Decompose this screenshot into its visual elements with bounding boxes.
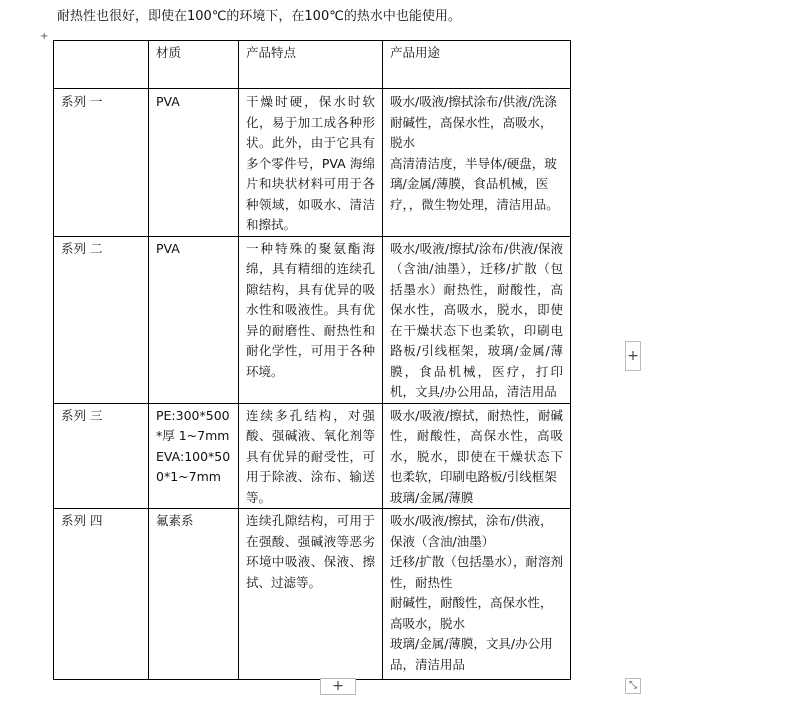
header-cell-material[interactable]: 材质	[149, 41, 239, 89]
uses-cell[interactable]	[383, 236, 571, 403]
uses-line: 迁移/扩散（包括墨水），耐溶剂性，耐热性	[390, 554, 563, 590]
features-cell[interactable]: 连续多孔结构，对强酸、强碱液、氧化剂等具有优异的耐受性，可用于除液、涂布、输送等。	[239, 403, 383, 509]
add-column-button[interactable]: +	[625, 341, 641, 371]
features-cell[interactable]: 连续孔隙结构，可用于在强酸、强碱液等恶劣环境中吸液、保液、擦拭、过滤等。	[239, 509, 383, 680]
material-cell[interactable]: 氟素系	[149, 509, 239, 680]
add-row-button[interactable]: +	[320, 678, 356, 695]
material-cell[interactable]: PVA	[149, 89, 239, 237]
uses-line: 吸水/吸液/擦拭涂布/供液/洗涤	[390, 94, 557, 109]
uses-line: 吸水/吸液/擦拭，耐热性，耐碱性，耐酸性，高保水性，高吸水，脱水，即使在干燥状态下也柔软，印刷电路板/引线框架	[390, 407, 563, 484]
material-cell[interactable]: PVA	[149, 236, 239, 403]
features-cell[interactable]: 一种特殊的聚氨酯海绵，具有精细的连续孔隙结构，具有优异的吸水性和吸液性。具有优异的耐磨性、耐热性和耐化学性，可用于各种环境。	[239, 236, 383, 403]
uses-line: 吸水/吸液/擦拭，涂布/供液，保液（含油/油墨）	[390, 513, 553, 549]
material-line: EVA:100*500*1~7mm	[156, 448, 231, 484]
uses-line: 耐碱性，耐酸性，高保水性，高吸水，脱水	[390, 595, 553, 631]
intro-paragraph: 耐热性也很好，即使在100℃的环境下，在100℃的热水中也能使用。	[57, 9, 461, 24]
material-line: PE:300*500*厚 1~7mm	[156, 407, 230, 443]
table-move-handle-icon[interactable]: +	[40, 31, 49, 42]
series-cell[interactable]: 系列 一	[54, 89, 149, 237]
product-table	[53, 40, 571, 680]
uses-line: 耐碱性，高保水性，高吸水，脱水	[390, 114, 553, 150]
table-row	[54, 236, 571, 403]
series-cell[interactable]: 系列 四	[54, 509, 149, 680]
uses-cell[interactable]	[383, 403, 571, 509]
features-cell[interactable]: 干燥时硬，保水时软化，易于加工成各种形状。此外，由于它具有多个零件号，PVA 海绵片和块状材料可用于各种领域，如吸水、清洁和擦拭。	[239, 89, 383, 237]
table-row	[54, 509, 571, 680]
header-cell-features[interactable]: 产品特点	[239, 41, 383, 89]
header-cell-empty[interactable]	[54, 41, 149, 89]
series-cell[interactable]: 系列 二	[54, 236, 149, 403]
series-cell[interactable]: 系列 三	[54, 403, 149, 509]
uses-line: 玻璃/金属/薄膜	[390, 489, 474, 505]
uses-cell[interactable]	[383, 509, 571, 680]
table-row	[54, 89, 571, 237]
header-cell-uses[interactable]: 产品用途	[383, 41, 571, 89]
uses-line: 玻璃/金属/薄膜，文具/办公用品，清洁用品	[390, 636, 553, 672]
table-row	[54, 403, 571, 509]
uses-line: 吸水/吸液/擦拭/涂布/供液/保液（含油/油墨），迁移/扩散（包括墨水）耐热性，耐酸性，高保水性，高吸水，脱水，即使在干燥状态下也柔软，印刷电路板/引线框架，玻璃/金属/薄膜，食品机械，医疗，打印机，文具/办公用品，清洁用品	[390, 240, 563, 399]
uses-line: 高清清洁度，半导体/硬盘，玻璃/金属/薄膜，食品机械，医疗，，微生物处理，清洁用品。	[390, 155, 559, 212]
table-header-row	[54, 41, 571, 89]
material-cell[interactable]	[149, 403, 239, 509]
uses-cell[interactable]	[383, 89, 571, 237]
table-resize-handle-icon[interactable]: ⤡	[625, 678, 641, 694]
